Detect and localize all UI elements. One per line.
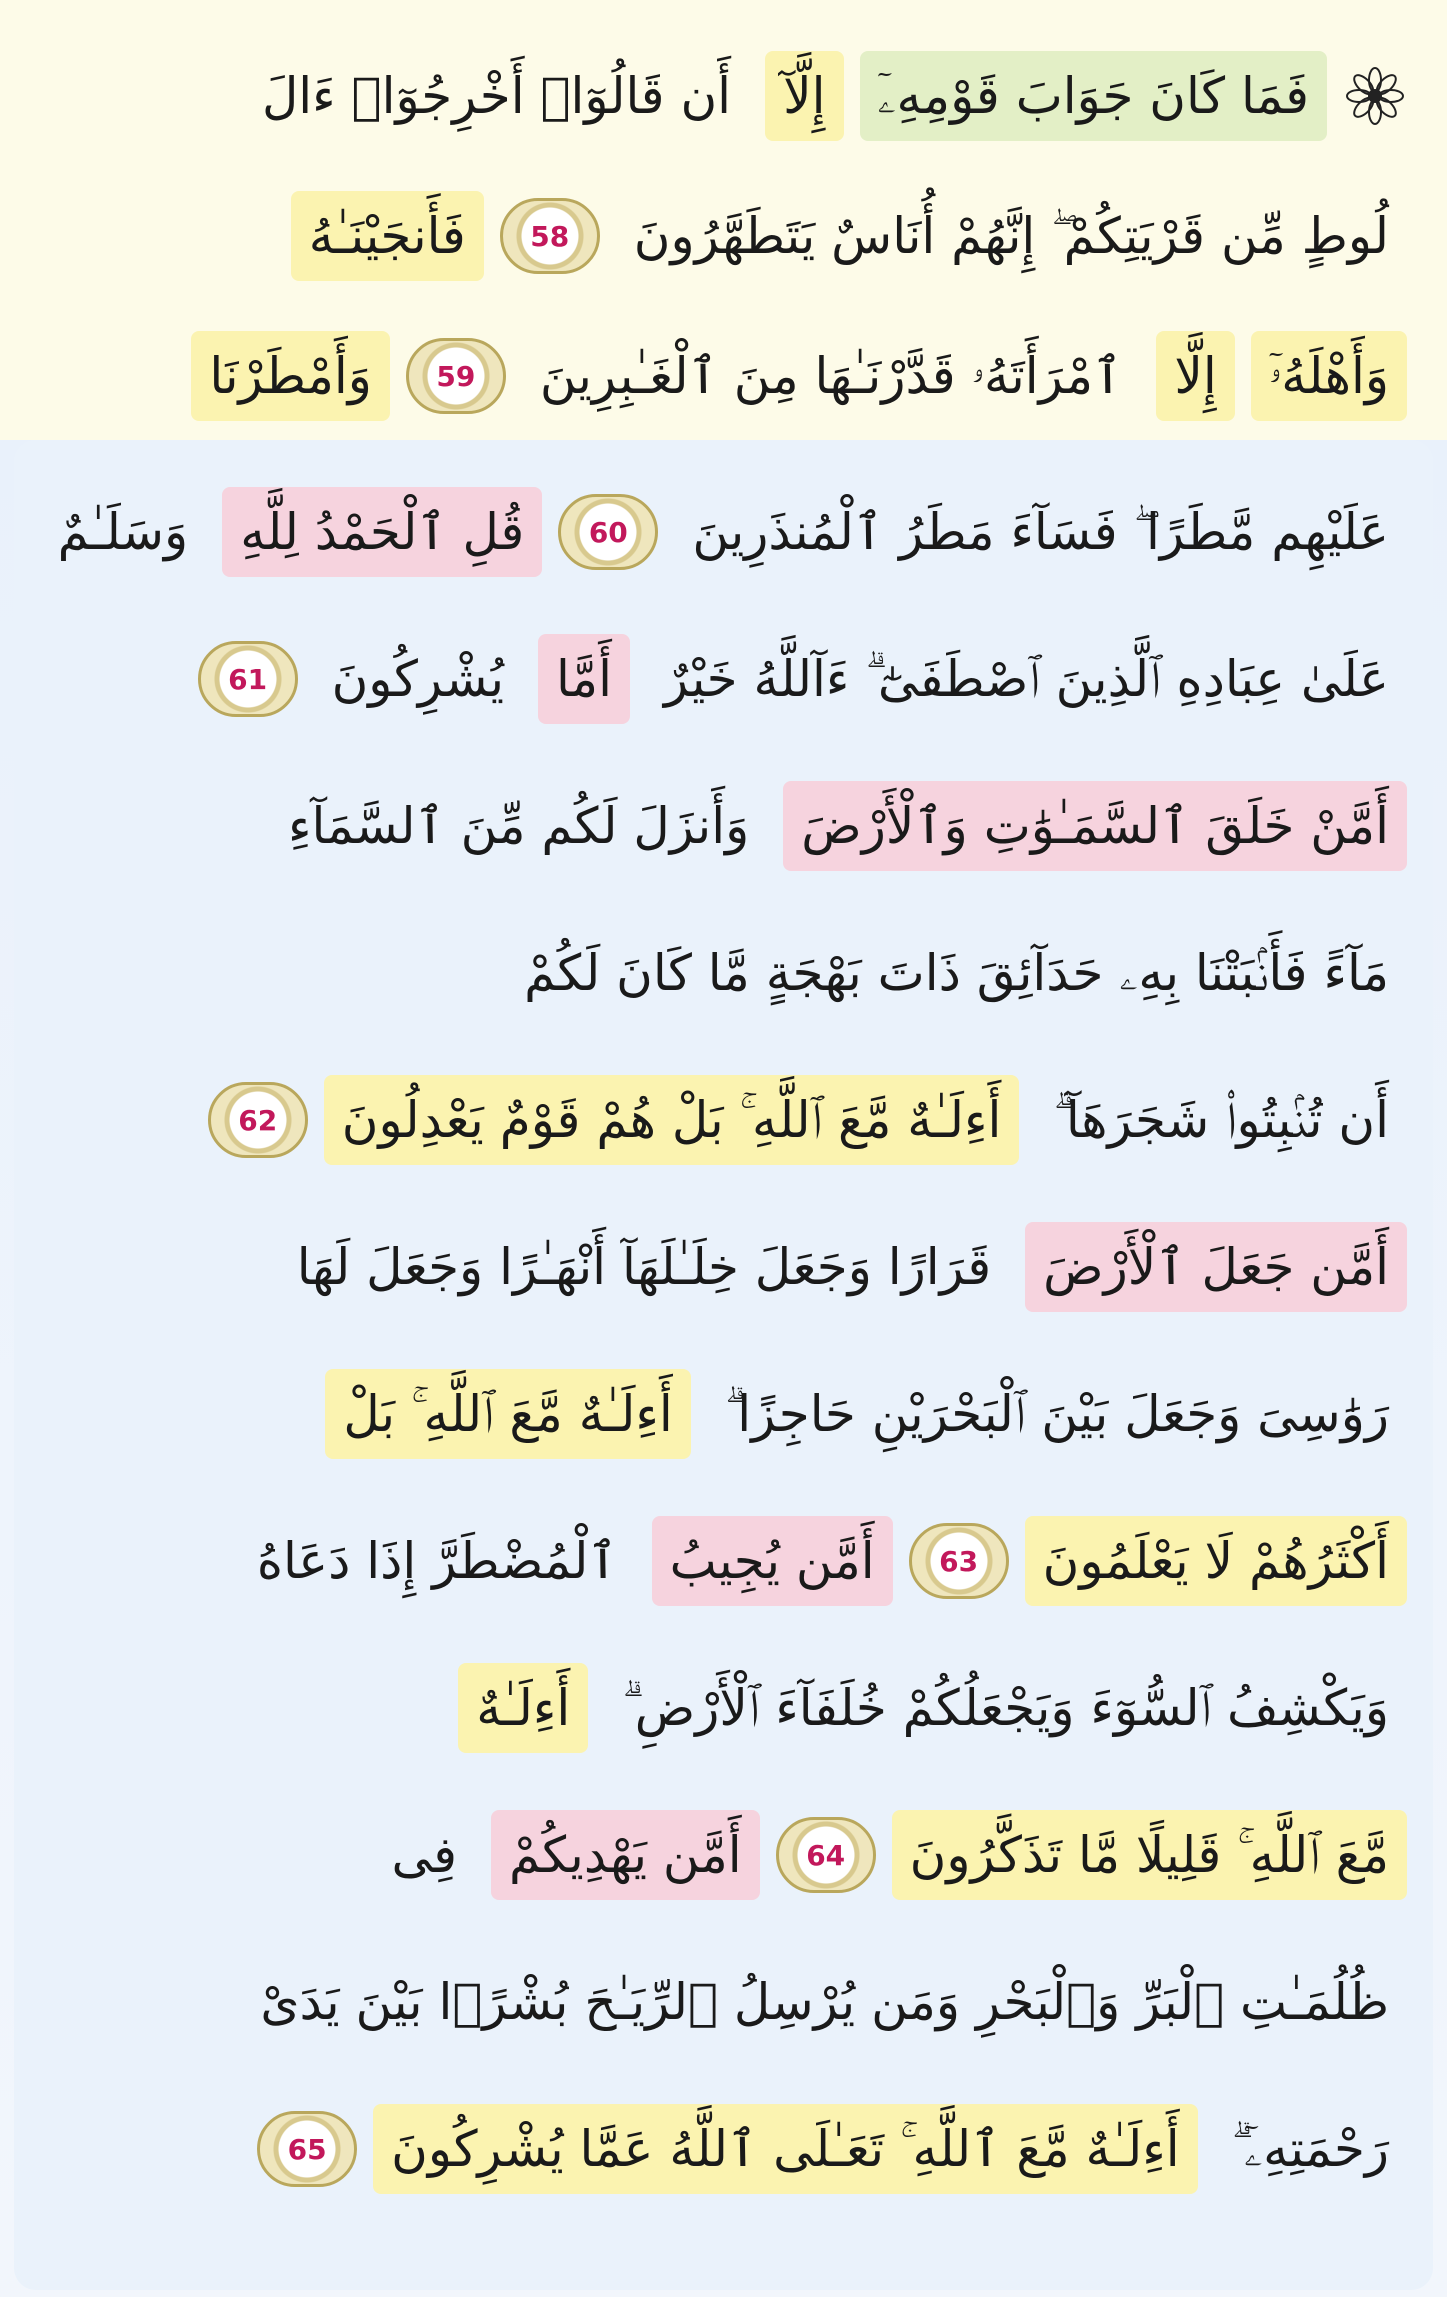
ayah-number-marker	[198, 641, 298, 717]
highlighted-phrase: أَمَّنْ خَلَقَ ٱلسَّمَـٰوَٰتِ وَٱلْأَرْضَ	[783, 781, 1407, 871]
highlighted-phrase: إِلَّآ	[765, 51, 843, 141]
verse-text: عَلَىٰ عِبَادِهِ ٱلَّذِينَ ٱصْطَفَىٰٓ ۗ ءَآللَّهُ خَيْرٌ	[663, 650, 1389, 708]
text-line	[40, 752, 1407, 900]
text-line	[40, 1046, 1407, 1194]
verse-text: أَن قَالُوٓا۟ أَخْرِجُوٓا۟ ءَالَ	[261, 67, 732, 125]
ayah-number-marker	[776, 1817, 876, 1893]
text-line	[40, 605, 1407, 753]
rosette-icon	[1343, 64, 1407, 128]
ayah-number-marker	[909, 1523, 1009, 1599]
text-line	[40, 1634, 1407, 1782]
ayah-number-marker	[558, 494, 658, 570]
highlighted-phrase: أَمَّن جَعَلَ ٱلْأَرْضَ	[1025, 1222, 1407, 1312]
highlighted-phrase: إِلَّا	[1156, 331, 1234, 421]
highlighted-phrase: أَءِلَـٰهٌ مَّعَ ٱللَّهِ ۚ بَلْ هُمْ قَوْمٌ يَعْدِلُونَ	[324, 1075, 1020, 1165]
ayah-number: 62	[238, 1103, 278, 1137]
text-line	[40, 458, 1407, 606]
ayah-number-marker	[208, 1082, 308, 1158]
ayah-number-marker	[257, 2111, 357, 2187]
ayah-number-marker	[500, 198, 600, 274]
verse-text: لُوطٍ مِّن قَرْيَتِكُمْ ۖ إِنَّهُمْ أُنَاسٌ يَتَطَهَّرُونَ	[633, 207, 1389, 265]
ayah-number: 63	[939, 1544, 979, 1578]
verse-text: عَلَيْهِم مَّطَرًا ۖ فَسَآءَ مَطَرُ ٱلْمُنذَرِينَ	[692, 503, 1389, 561]
verse-text: قَرَارًا وَجَعَلَ خِلَـٰلَهَآ أَنْهَـٰرًا وَجَعَلَ لَهَا	[296, 1238, 992, 1296]
highlighted-phrase: أَكْثَرُهُمْ لَا يَعْلَمُونَ	[1025, 1516, 1407, 1606]
verse-text: ٱمْرَأَتَهُۥ قَدَّرْنَـٰهَا مِنَ ٱلْغَـٰبِرِينَ	[539, 347, 1123, 405]
text-line	[40, 1193, 1407, 1341]
text-line	[40, 1781, 1407, 1929]
highlighted-phrase: قُلِ ٱلْحَمْدُ لِلَّهِ	[222, 487, 542, 577]
ayah-number: 60	[588, 515, 628, 549]
verse-text: رَحْمَتِهِۦٓ ۗ	[1231, 2120, 1389, 2178]
text-line	[40, 1928, 1407, 2076]
highlighted-phrase: مَّعَ ٱللَّهِ ۚ قَلِيلًا مَّا تَذَكَّرُونَ	[892, 1810, 1407, 1900]
text-line	[40, 1487, 1407, 1635]
highlighted-phrase: أَمَّا	[538, 634, 630, 724]
highlighted-phrase: أَمَّن يُجِيبُ	[652, 1516, 893, 1606]
text-line	[40, 162, 1407, 310]
highlighted-phrase: أَءِلَـٰهٌ مَّعَ ٱللَّهِ ۚ تَعَـٰلَى ٱللَّهُ عَمَّا يُشْرِكُونَ	[373, 2104, 1197, 2194]
verse-text: ٱلْمُضْطَرَّ إِذَا دَعَاهُ	[256, 1532, 618, 1590]
highlighted-phrase: أَمَّن يَهْدِيكُمْ	[491, 1810, 760, 1900]
text-line	[40, 2075, 1407, 2223]
verse-text: رَوَٰسِىَ وَجَعَلَ بَيْنَ ٱلْبَحْرَيْنِ حَاجِزًا ۗ	[724, 1385, 1389, 1443]
ayah-number: 65	[287, 2132, 327, 2166]
highlighted-phrase: أَءِلَـٰهٌ مَّعَ ٱللَّهِ ۚ بَلْ	[325, 1369, 691, 1459]
verse-text: يُشْرِكُونَ	[331, 650, 505, 708]
ayah-number: 58	[530, 219, 570, 253]
text-line	[40, 1340, 1407, 1488]
verse-text: وَيَكْشِفُ ٱلسُّوٓءَ وَيَجْعَلُكُمْ خُلَفَآءَ ٱلْأَرْضِ ۗ	[622, 1679, 1389, 1737]
highlighted-phrase: أَءِلَـٰهٌ	[458, 1663, 588, 1753]
text-line	[40, 899, 1407, 1047]
verse-text: فِى	[391, 1826, 458, 1884]
highlighted-phrase: فَمَا كَانَ جَوَابَ قَوْمِهِۦٓ	[860, 51, 1328, 141]
verse-text: مَآءً فَأَنۢبَتْنَا بِهِۦ حَدَآئِقَ ذَاتَ بَهْجَةٍ مَّا كَانَ لَكُمْ	[524, 944, 1389, 1002]
ayah-number: 59	[436, 359, 476, 393]
text-line	[40, 22, 1407, 170]
verse-text: ظُلُمَـٰتِ ٱلْبَرِّ وَٱلْبَحْرِ وَمَن يُرْسِلُ ٱلرِّيَـٰحَ بُشْرًۢا بَيْنَ يَدَىْ	[260, 1973, 1389, 2031]
highlighted-phrase: فَأَنجَيْنَـٰهُ	[291, 191, 484, 281]
verse-text: وَسَلَـٰمٌ	[57, 503, 189, 561]
ayah-number-marker	[406, 338, 506, 414]
verse-text: وَأَنزَلَ لَكُم مِّنَ ٱلسَّمَآءِ	[287, 797, 750, 855]
ayah-number: 64	[806, 1838, 846, 1872]
highlighted-phrase: وَأَمْطَرْنَا	[191, 331, 390, 421]
highlighted-phrase: وَأَهْلَهُۥٓ	[1251, 331, 1407, 421]
text-line	[40, 302, 1407, 450]
verse-text: أَن تُنۢبِتُوا۟ شَجَرَهَآ ۗ	[1053, 1091, 1389, 1149]
ayah-number: 61	[228, 662, 268, 696]
